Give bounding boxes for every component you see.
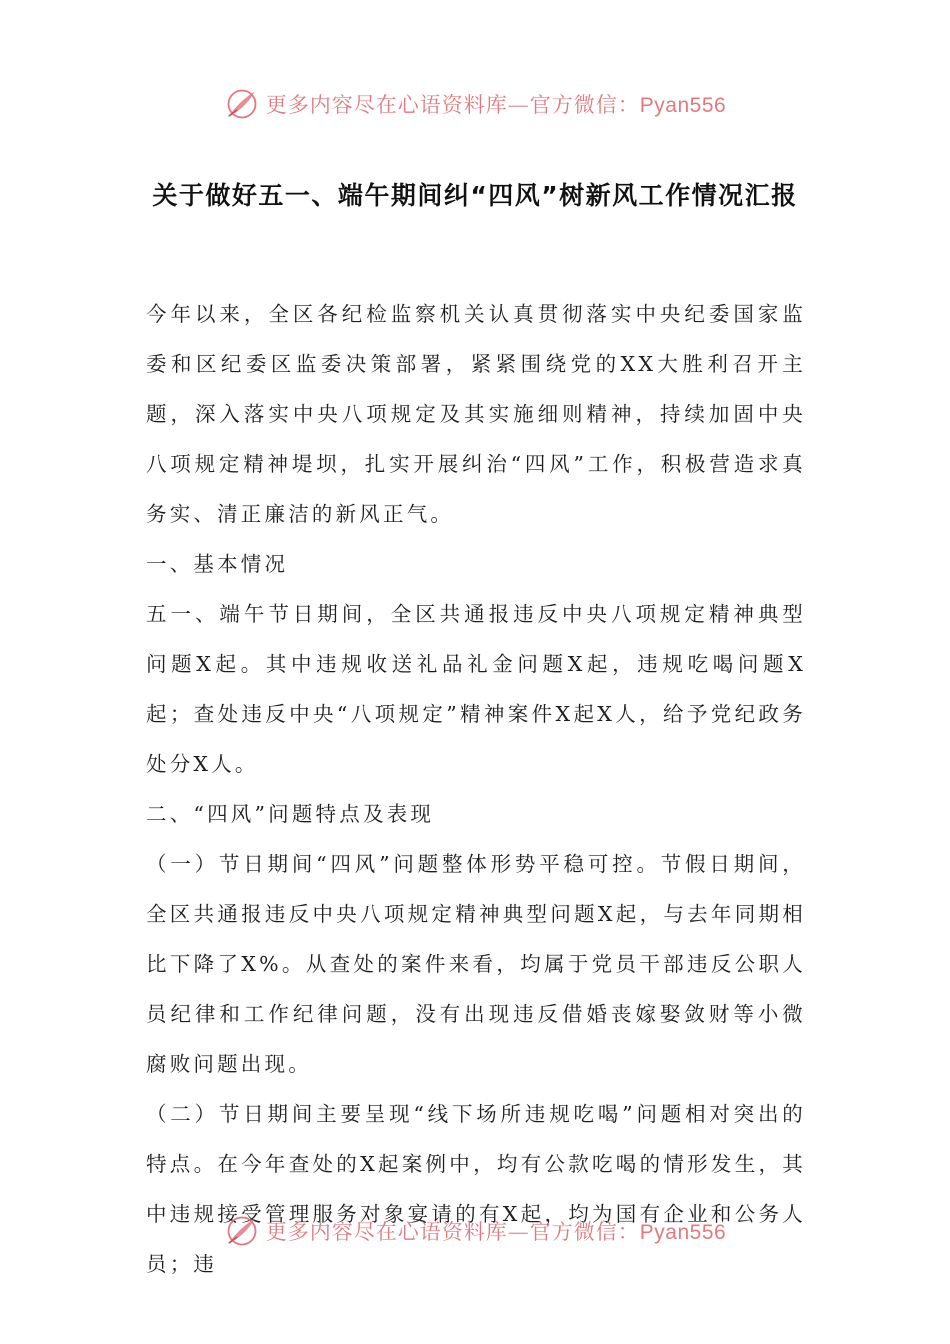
- watermark-header: [0, 84, 950, 124]
- feature-one-paragraph: （一）节日期间“四风”问题整体形势平稳可控。节假日期间，全区共通报违反中央八项规定精神典型问题X起，与去年同期相比下降了X%。从查处的案件来看，均属于党员干部违反公职人员纪律和工作纪律问题，没有出现违反借婚丧嫁娶敛财等小微腐败问题出现。: [146, 852, 806, 1076]
- section-heading-features: 二、“四风”问题特点及表现: [146, 802, 435, 826]
- section-heading-basic-situation: 一、基本情况: [146, 552, 289, 576]
- document-title: 关于做好五一、端午期间纠“四风”树新风工作情况汇报: [152, 181, 798, 210]
- intro-paragraph: 今年以来，全区各纪检监察机关认真贯彻落实中央纪委国家监委和区纪委区监委决策部署，紧紧围绕党的XX大胜利召开主题，深入落实中央八项规定及其实施细则精神，持续加固中央八项规定精神堤坝，扎实开展纠治“四风”工作，积极营造求真务实、清正廉洁的新风正气。: [146, 302, 806, 526]
- feather-pen-icon: [224, 86, 260, 122]
- feature-two-paragraph: （二）节日期间主要呈现“线下场所违规吃喝”问题相对突出的特点。在今年查处的X起案例中，均有公款吃喝的情形发生，其中违规接受管理服务对象宴请的有X起，均为国有企业和公务人员；违: [146, 1102, 806, 1276]
- feather-pen-icon: [224, 1213, 260, 1249]
- watermark-text: 更多内容尽在心语资料库—官方微信：Pyan556: [265, 93, 727, 117]
- document-body: [146, 289, 806, 1289]
- basic-situation-paragraph: 五一、端午节日期间，全区共通报违反中央八项规定精神典型问题X起。其中违规收送礼品礼金问题X起，违规吃喝问题X起；查处违反中央“八项规定”精神案件X起X人，给予党纪政务处分X人。: [146, 602, 806, 776]
- watermark-footer: [0, 1211, 950, 1251]
- watermark-text: 更多内容尽在心语资料库—官方微信：Pyan556: [265, 1220, 727, 1244]
